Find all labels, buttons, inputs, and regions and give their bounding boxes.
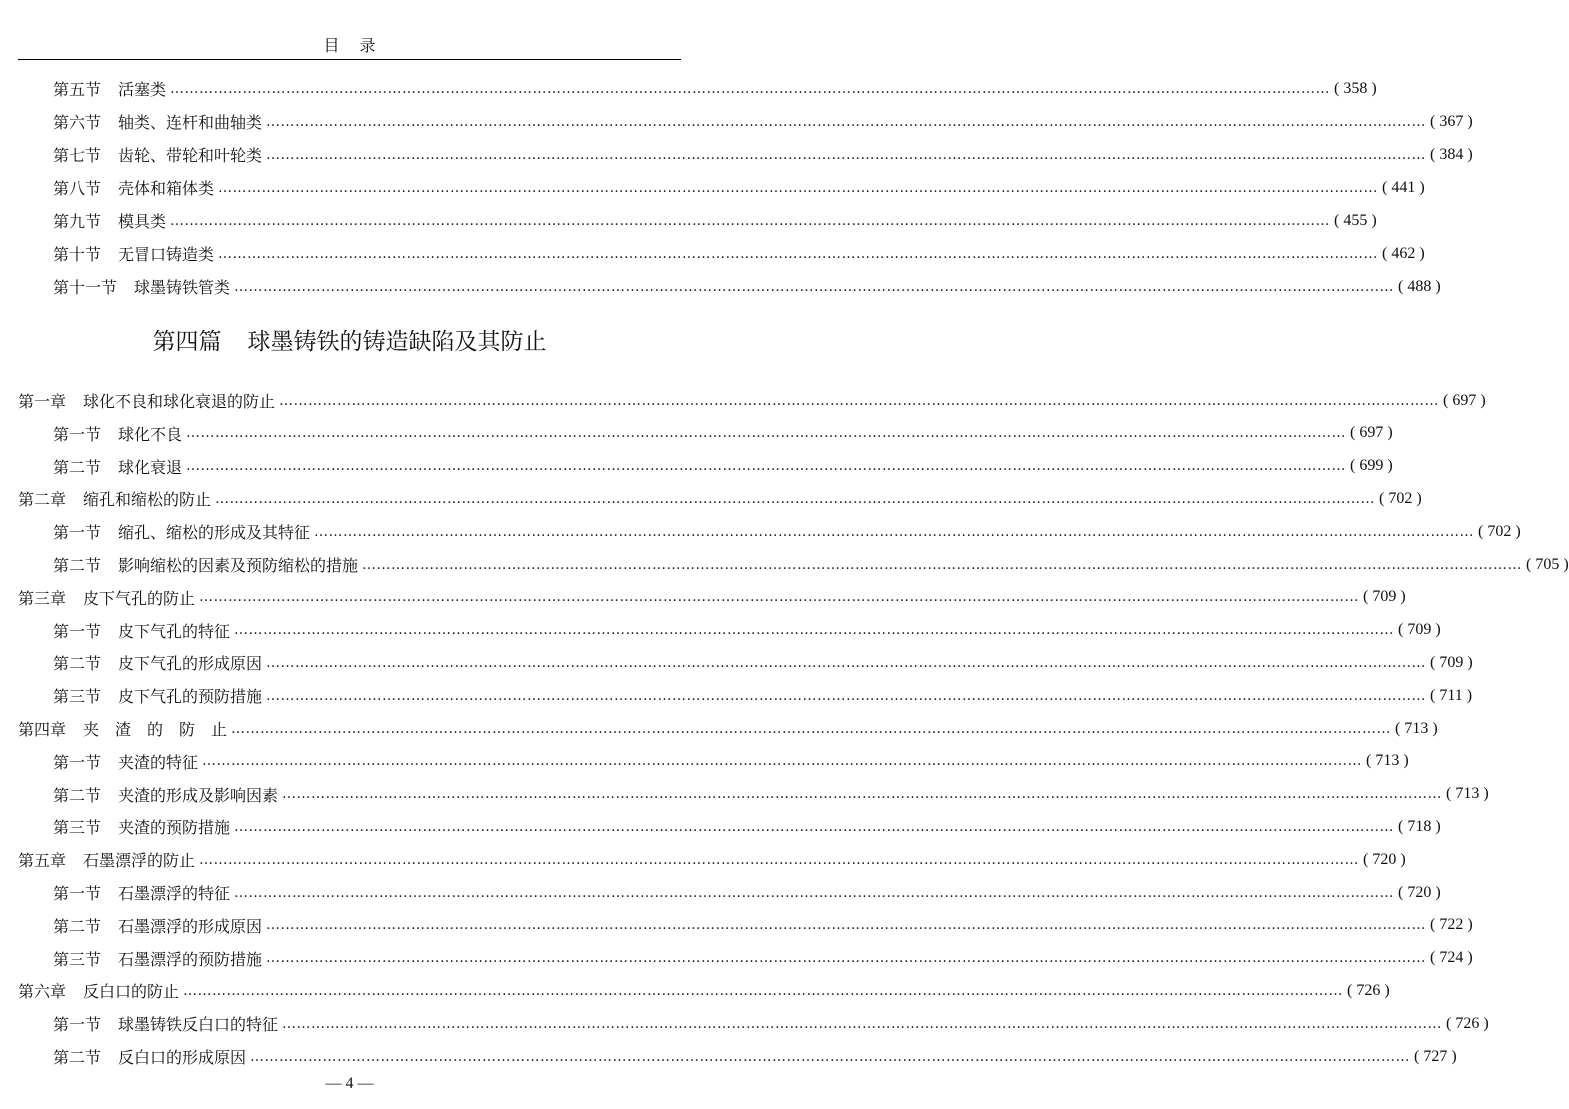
toc-section-row[interactable]: [0, 778, 1489, 811]
toc-entry-label: 第一章: [18, 392, 67, 411]
toc-entry-label: 第三节: [53, 818, 102, 838]
toc-chapter-row[interactable]: [0, 843, 1406, 876]
toc-entry-title: 球化不良和球化衰退的防止: [83, 392, 276, 411]
toc-entry-title: 皮下气孔的特征: [118, 621, 231, 641]
toc-leader-dots: ……………………………………………………………………………………………………………………………………………………………………………………………………………………: [266, 687, 1427, 704]
toc-entry-page: ( 727 ): [1414, 1047, 1457, 1065]
toc-leader-dots: ……………………………………………………………………………………………………………………………………………………………………………………………………………………: [202, 753, 1363, 770]
toc-leader-dots: ……………………………………………………………………………………………………………………………………………………………………………………………………………………: [218, 245, 1379, 262]
toc-entry-title: 影响缩松的因素及预防缩松的措施: [118, 556, 359, 575]
part-heading: [0, 323, 699, 356]
toc-entry-label: 第九节: [53, 212, 102, 231]
toc-leader-dots: ……………………………………………………………………………………………………………………………………………………………………………………………………………………: [231, 720, 1392, 737]
toc-entry-label: 第五章: [18, 851, 67, 871]
toc-entry-label: 第一节: [53, 621, 102, 641]
toc-entry-title: 石墨漂浮的预防措施: [118, 949, 263, 969]
toc-section-row[interactable]: [0, 237, 1425, 270]
toc-entry-page: ( 722 ): [1430, 916, 1473, 934]
toc-entry-page: ( 726 ): [1446, 1014, 1489, 1032]
toc-entry-title: 石墨漂浮的形成原因: [118, 916, 263, 936]
page-header: [18, 0, 681, 60]
toc-entry-label: 第二节: [53, 785, 102, 805]
toc-entry-page: ( 705 ): [1526, 555, 1569, 573]
page-number: — 4 —: [325, 1075, 374, 1092]
toc-entry-page: ( 718 ): [1398, 817, 1441, 835]
toc-leader-dots: ……………………………………………………………………………………………………………………………………………………………………………………………………………………: [199, 851, 1360, 868]
toc-entry-page: ( 713 ): [1446, 785, 1489, 803]
toc-leader-dots: ……………………………………………………………………………………………………………………………………………………………………………………………………………………: [282, 786, 1443, 803]
toc-entry-page: ( 462 ): [1382, 244, 1425, 262]
toc-entry-page: ( 488 ): [1398, 277, 1441, 295]
toc-section-row[interactable]: [0, 876, 1441, 909]
toc-entry-title: 轴类、连杆和曲轴类: [118, 113, 263, 132]
toc-entry-label: 第二节: [53, 1048, 102, 1067]
toc-entry-page: ( 713 ): [1366, 752, 1409, 770]
part-title: 球墨铸铁的铸造缺陷及其防止: [247, 329, 547, 355]
toc-entry-title: 石墨漂浮的防止: [83, 851, 196, 871]
toc-entry-title: 缩孔、缩松的形成及其特征: [118, 523, 311, 543]
toc-entry-label: 第二章: [18, 490, 67, 510]
toc-entry-page: ( 709 ): [1430, 653, 1473, 671]
toc-entry-page: ( 709 ): [1363, 588, 1406, 606]
toc-entry-title: 壳体和箱体类: [118, 179, 215, 198]
toc-section-row[interactable]: [0, 1007, 1489, 1040]
toc-entry-title: 皮下气孔的预防措施: [118, 687, 263, 707]
toc-leader-dots: ……………………………………………………………………………………………………………………………………………………………………………………………………………………: [186, 458, 1347, 475]
toc-entry-label: 第六章: [18, 982, 67, 1002]
toc-leader-dots: ……………………………………………………………………………………………………………………………………………………………………………………………………………………: [266, 950, 1427, 967]
toc-entry-label: 第六节: [53, 113, 102, 132]
toc-leader-dots: ……………………………………………………………………………………………………………………………………………………………………………………………………………………: [282, 1015, 1443, 1032]
toc-leader-dots: ……………………………………………………………………………………………………………………………………………………………………………………………………………………: [266, 654, 1427, 671]
toc-section-row[interactable]: [0, 204, 1377, 237]
toc-leader-dots: ……………………………………………………………………………………………………………………………………………………………………………………………………………………: [186, 425, 1347, 442]
toc-entry-label: 第二节: [53, 556, 102, 575]
toc-entry-title: 皮下气孔的防止: [83, 588, 196, 608]
part-label: 第四篇: [152, 329, 222, 355]
toc-entry-page: ( 697 ): [1350, 424, 1393, 442]
toc-entry-label: 第一节: [53, 523, 102, 543]
toc-entry-label: 第二节: [53, 457, 102, 477]
toc-entry-label: 第三章: [18, 588, 67, 608]
toc-entry-title: 球化衰退: [118, 457, 183, 477]
toc-section-row[interactable]: [0, 72, 1377, 105]
toc-entry-title: 球墨铸铁反白口的特征: [118, 1015, 279, 1035]
toc-entry-title: 夹渣的形成及影响因素: [118, 785, 279, 805]
toc-leader-dots: ……………………………………………………………………………………………………………………………………………………………………………………………………………………: [314, 523, 1475, 540]
toc-entry-label: 第一节: [53, 1015, 102, 1035]
toc-entry-page: ( 720 ): [1363, 850, 1406, 868]
toc-entry-page: ( 702 ): [1379, 489, 1422, 507]
toc-entry-title: 夹渣的预防措施: [118, 818, 231, 838]
toc-entry-label: 第十一节: [53, 278, 118, 297]
toc-entry-title: 石墨漂浮的特征: [118, 884, 231, 903]
toc-entry-label: 第十节: [53, 245, 102, 264]
toc-section-row[interactable]: [0, 745, 1409, 778]
toc-entry-title: 缩孔和缩松的防止: [83, 490, 212, 510]
toc-section-row[interactable]: [0, 417, 1393, 450]
toc-section-row[interactable]: [0, 909, 1473, 942]
toc-entry-title: 活塞类: [118, 80, 167, 99]
toc-leader-dots: ……………………………………………………………………………………………………………………………………………………………………………………………………………………: [266, 917, 1427, 934]
toc-entry-page: ( 711 ): [1430, 686, 1473, 704]
toc-entry-title: 夹渣的特征: [118, 752, 199, 772]
toc-chapter-row[interactable]: [0, 712, 1438, 745]
toc-section-row[interactable]: [0, 138, 1473, 171]
toc-entry-title: 球墨铸铁管类: [134, 278, 231, 297]
toc-chapter-row[interactable]: [0, 974, 1390, 1007]
toc-entry-page: ( 720 ): [1398, 883, 1441, 901]
toc-section-row[interactable]: [0, 810, 1441, 843]
toc-entry-page: ( 713 ): [1395, 719, 1438, 737]
toc-leader-dots: ……………………………………………………………………………………………………………………………………………………………………………………………………………………: [250, 1048, 1411, 1065]
toc-entry-label: 第三节: [53, 687, 102, 707]
toc-entry-label: 第二节: [53, 916, 102, 936]
toc-entry-title: 皮下气孔的形成原因: [118, 654, 263, 674]
toc-entry-page: ( 367 ): [1430, 112, 1473, 130]
toc-section-row[interactable]: [0, 105, 1473, 138]
toc-leader-dots: ……………………………………………………………………………………………………………………………………………………………………………………………………………………: [199, 589, 1360, 606]
toc-leader-dots: ……………………………………………………………………………………………………………………………………………………………………………………………………………………: [362, 556, 1523, 573]
header-rule: [18, 59, 681, 60]
toc-section-row[interactable]: [0, 1040, 1457, 1073]
toc-chapter-row[interactable]: [0, 482, 1422, 515]
toc-entry-label: 第二节: [53, 654, 102, 674]
toc-entry-page: ( 455 ): [1334, 211, 1377, 229]
toc-entry-title: 无冒口铸造类: [118, 245, 215, 264]
toc-entry-title: 夹 渣 的 防 止: [83, 720, 228, 739]
toc-leader-dots: ……………………………………………………………………………………………………………………………………………………………………………………………………………………: [234, 818, 1395, 835]
toc-entry-page: ( 697 ): [1443, 391, 1486, 409]
toc-entry-label: 第一节: [53, 752, 102, 772]
toc-section-row[interactable]: [0, 450, 1393, 483]
toc-leader-dots: ……………………………………………………………………………………………………………………………………………………………………………………………………………………: [266, 146, 1427, 163]
toc-leader-dots: ……………………………………………………………………………………………………………………………………………………………………………………………………………………: [218, 179, 1379, 196]
toc-section-row[interactable]: [0, 646, 1473, 679]
toc-leader-dots: ……………………………………………………………………………………………………………………………………………………………………………………………………………………: [170, 212, 1331, 229]
toc-leader-dots: ……………………………………………………………………………………………………………………………………………………………………………………………………………………: [183, 982, 1344, 999]
toc-leader-dots: ……………………………………………………………………………………………………………………………………………………………………………………………………………………: [234, 622, 1395, 639]
toc-entry-page: ( 699 ): [1350, 457, 1393, 475]
header-title: 目录: [323, 36, 396, 55]
toc-section-row[interactable]: [0, 270, 1441, 303]
toc-entry-page: ( 709 ): [1398, 621, 1441, 639]
toc-entry-title: 齿轮、带轮和叶轮类: [118, 146, 263, 165]
toc-entry-page: ( 726 ): [1347, 981, 1390, 999]
toc-leader-dots: ……………………………………………………………………………………………………………………………………………………………………………………………………………………: [279, 392, 1440, 409]
toc-leader-dots: ……………………………………………………………………………………………………………………………………………………………………………………………………………………: [234, 278, 1395, 295]
toc-entry-title: 反白口的防止: [83, 982, 180, 1002]
toc-section-row[interactable]: [0, 515, 1521, 548]
toc-entry-page: ( 724 ): [1430, 949, 1473, 967]
toc-chapter-row[interactable]: [0, 384, 1486, 417]
toc-leader-dots: ……………………………………………………………………………………………………………………………………………………………………………………………………………………: [266, 113, 1427, 130]
toc-section-row[interactable]: [0, 942, 1473, 975]
toc-entry-label: 第七节: [53, 146, 102, 165]
toc-entry-page: ( 702 ): [1478, 522, 1521, 540]
toc-section-row[interactable]: [0, 171, 1425, 204]
toc-entry-page: ( 358 ): [1334, 79, 1377, 97]
toc-leader-dots: ……………………………………………………………………………………………………………………………………………………………………………………………………………………: [234, 884, 1395, 901]
toc-entry-title: 反白口的形成原因: [118, 1048, 247, 1067]
toc-section-row[interactable]: [0, 548, 1569, 581]
toc-entry-title: 球化不良: [118, 424, 183, 444]
toc-leader-dots: ……………………………………………………………………………………………………………………………………………………………………………………………………………………: [170, 80, 1331, 97]
toc-entry-label: 第八节: [53, 179, 102, 198]
toc-entry-label: 第五节: [53, 80, 102, 99]
toc-entry-page: ( 441 ): [1382, 178, 1425, 196]
toc-chapter-row[interactable]: [0, 581, 1406, 614]
toc-entry-page: ( 384 ): [1430, 145, 1473, 163]
toc-leader-dots: ……………………………………………………………………………………………………………………………………………………………………………………………………………………: [215, 490, 1376, 507]
toc-entry-label: 第一节: [53, 424, 102, 444]
toc-section-row[interactable]: [0, 614, 1441, 647]
toc-entry-label: 第三节: [53, 949, 102, 969]
toc-entry-title: 模具类: [118, 212, 167, 231]
toc-section-row[interactable]: [0, 679, 1473, 712]
toc-entry-label: 第四章: [18, 720, 67, 739]
toc-entry-label: 第一节: [53, 884, 102, 903]
